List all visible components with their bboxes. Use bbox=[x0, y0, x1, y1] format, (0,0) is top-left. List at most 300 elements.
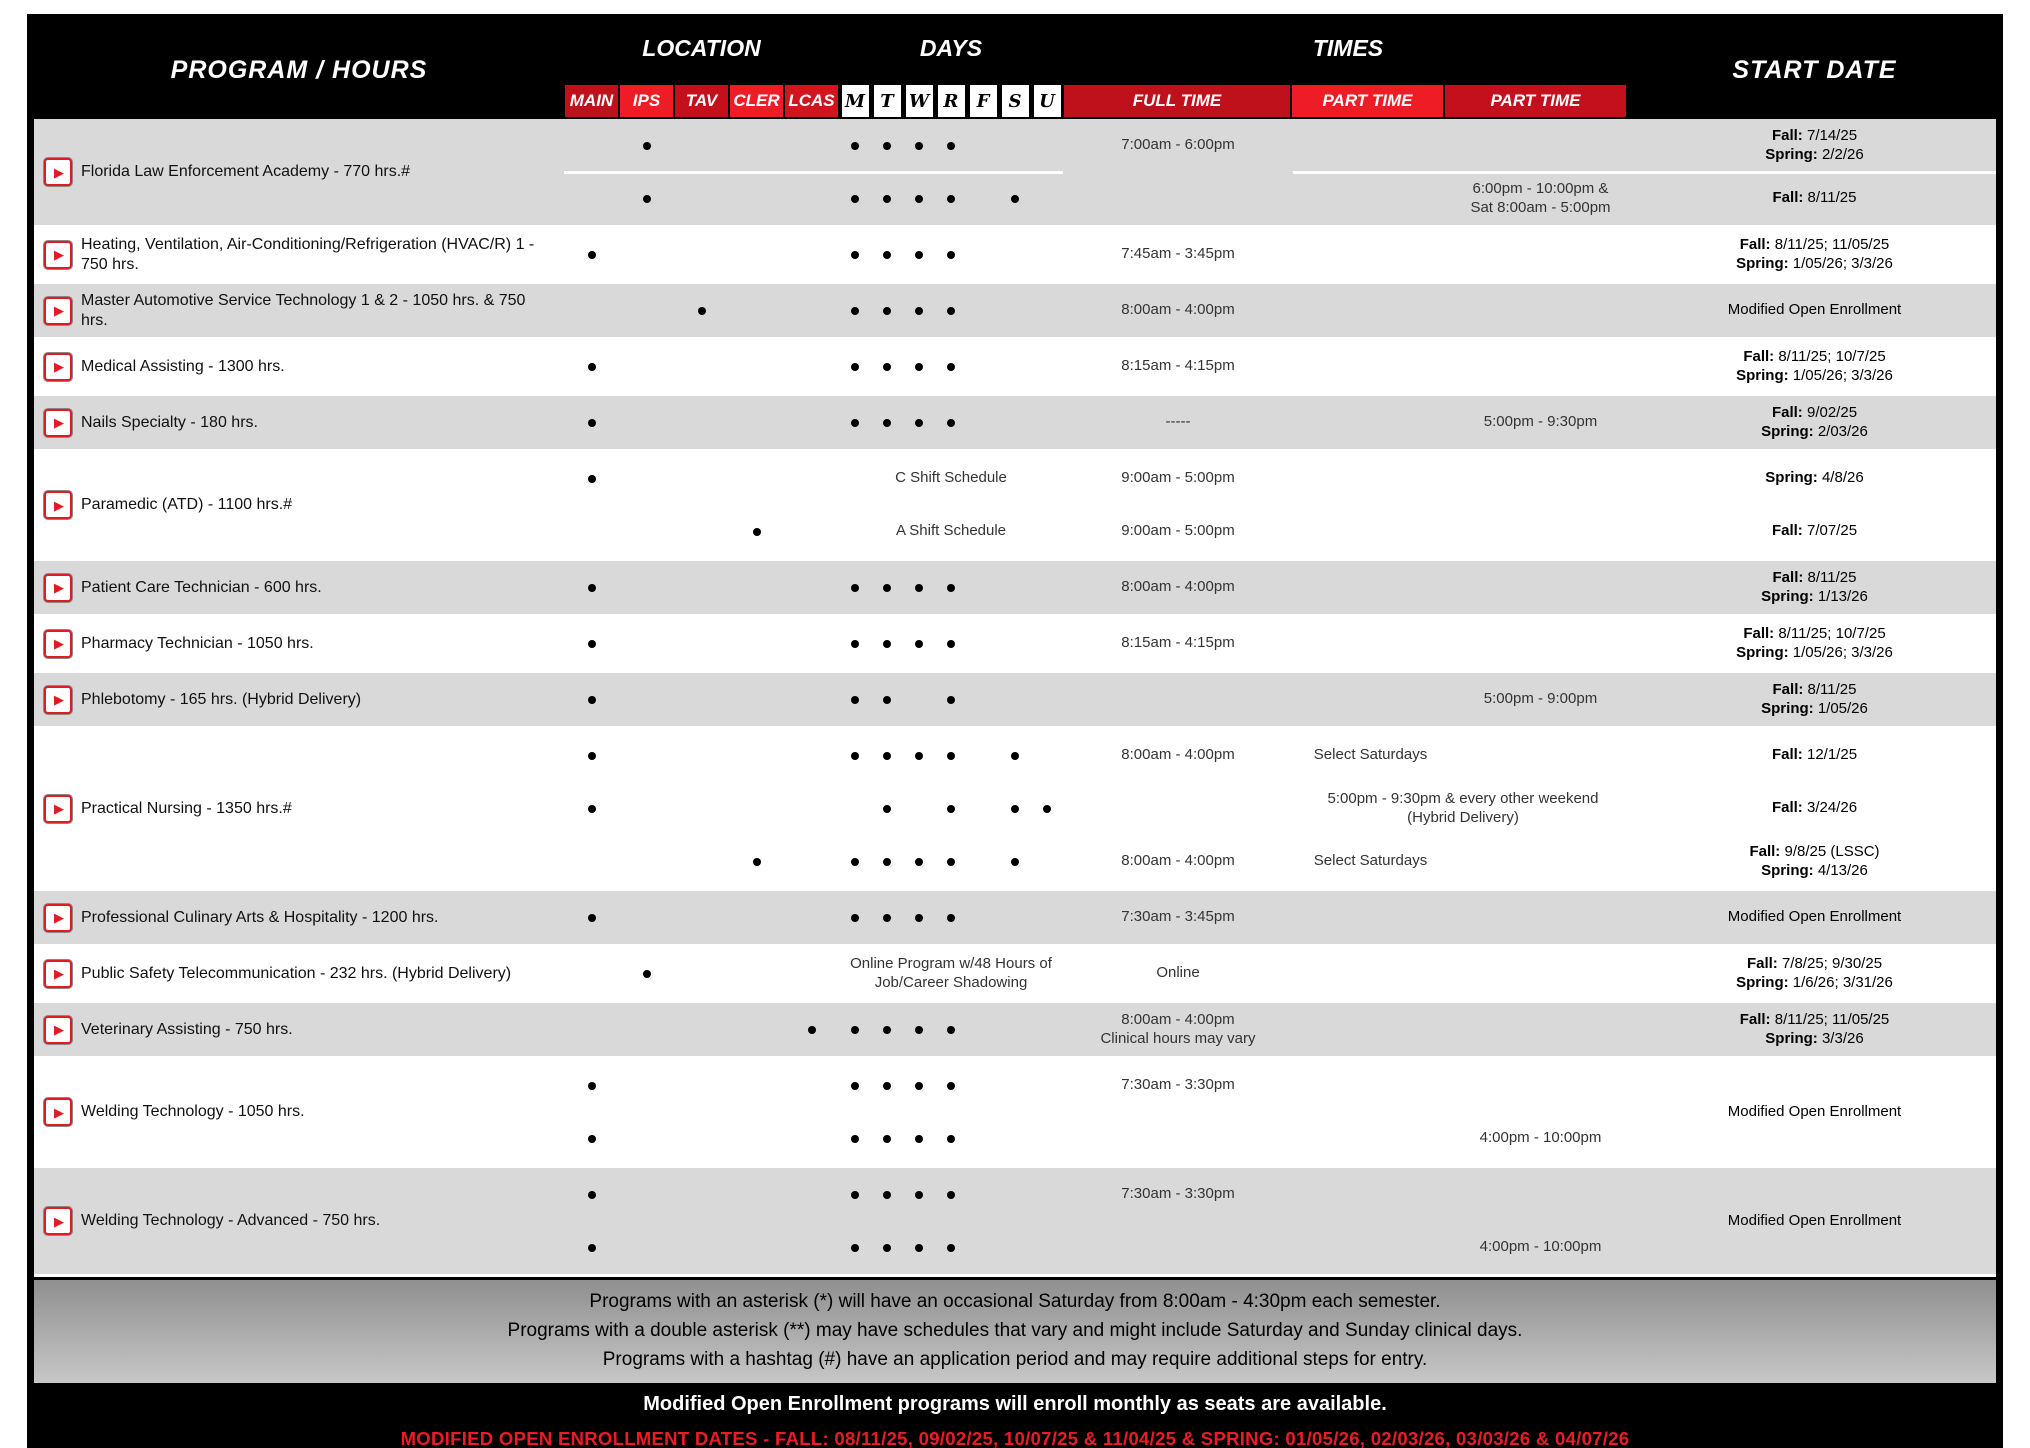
program-name: Practical Nursing - 1350 hrs.# bbox=[81, 799, 292, 817]
start-date-cell bbox=[1633, 617, 1996, 670]
play-icon[interactable] bbox=[44, 1098, 72, 1126]
play-icon[interactable] bbox=[44, 158, 72, 186]
day-subheaders bbox=[839, 83, 1063, 119]
part-time-2-cell: 4:00pm - 10:00pm bbox=[1479, 1129, 1602, 1147]
dot-icon bbox=[851, 195, 859, 203]
start-date-line: Fall: 7/07/25 bbox=[1771, 522, 1858, 540]
dot-icon bbox=[883, 251, 891, 259]
location-dot-main bbox=[564, 1059, 619, 1112]
location-subheaders bbox=[564, 83, 839, 119]
col-header-program-hours: PROGRAM / HOURS bbox=[170, 55, 428, 84]
dot-icon bbox=[883, 1244, 891, 1252]
play-icon[interactable] bbox=[44, 353, 72, 381]
location-dot-lcas bbox=[784, 1003, 839, 1056]
day-dot-t bbox=[871, 228, 903, 281]
day-dot-r bbox=[935, 1221, 967, 1274]
footnotes bbox=[34, 1277, 1996, 1383]
dot-icon bbox=[643, 970, 651, 978]
program-name: Florida Law Enforcement Academy - 770 hrs.# bbox=[81, 163, 411, 180]
full-time-cell: 7:30am - 3:30pm bbox=[1121, 1076, 1235, 1094]
dot-icon bbox=[851, 858, 859, 866]
dot-icon bbox=[947, 363, 955, 371]
day-dot-m bbox=[839, 228, 871, 281]
dot-icon bbox=[883, 363, 891, 371]
day-dot-m bbox=[839, 340, 871, 393]
play-triangle: ▶ bbox=[54, 247, 64, 262]
start-date-line: Fall: 9/02/25 bbox=[1771, 403, 1858, 421]
program-row-group bbox=[34, 947, 1996, 1003]
program-row-group bbox=[34, 284, 1996, 340]
day-dot-m bbox=[839, 284, 871, 337]
dot-icon bbox=[643, 195, 651, 203]
day-dot-t bbox=[871, 1112, 903, 1165]
dot-icon bbox=[883, 1135, 891, 1143]
dot-icon bbox=[1011, 752, 1019, 760]
day-dot-w bbox=[903, 835, 935, 888]
program-row-group bbox=[34, 340, 1996, 396]
dot-icon bbox=[643, 142, 651, 150]
day-dot-w bbox=[903, 617, 935, 670]
dot-icon bbox=[851, 251, 859, 259]
dot-icon bbox=[947, 858, 955, 866]
program-row-group bbox=[34, 452, 1996, 561]
part-time-span-cell: 5:00pm - 9:30pm & every other weekend (Hybrid Delivery) bbox=[1327, 789, 1599, 826]
part-time-1-cell: Select Saturdays bbox=[1313, 852, 1428, 870]
program-row-group bbox=[34, 617, 1996, 673]
location-dot-cler bbox=[729, 505, 784, 558]
program-row-group bbox=[34, 891, 1996, 947]
day-dot-s bbox=[999, 729, 1031, 782]
start-date-line: Fall: 8/11/25; 10/7/25 bbox=[1743, 347, 1886, 365]
location-dot-main bbox=[564, 340, 619, 393]
start-date-line: Spring: 1/05/26; 3/3/26 bbox=[1736, 366, 1893, 384]
day-dot-r bbox=[935, 561, 967, 614]
dot-icon bbox=[883, 1082, 891, 1090]
day-dot-w bbox=[903, 729, 935, 782]
dot-icon bbox=[851, 752, 859, 760]
day-dot-r bbox=[935, 228, 967, 281]
program-name-cell bbox=[34, 561, 564, 614]
start-date-line: Spring: 2/03/26 bbox=[1761, 422, 1868, 440]
start-date-cell bbox=[1633, 1003, 1996, 1056]
dot-icon bbox=[915, 1135, 923, 1143]
program-name: Public Safety Telecommunication - 232 hrs. (Hybrid Delivery) bbox=[81, 964, 512, 982]
location-col-tav: TAV bbox=[675, 85, 728, 117]
day-dot-t bbox=[871, 396, 903, 449]
dot-icon bbox=[915, 363, 923, 371]
day-col-s: S bbox=[1002, 85, 1029, 117]
part-time-2-cell: 5:00pm - 9:00pm bbox=[1483, 690, 1598, 708]
day-dot-t bbox=[871, 561, 903, 614]
play-icon[interactable] bbox=[44, 960, 72, 988]
dot-icon bbox=[883, 1026, 891, 1034]
play-icon[interactable] bbox=[44, 409, 72, 437]
start-date-line: Spring: 2/2/26 bbox=[1765, 145, 1864, 163]
day-dot-r bbox=[935, 1003, 967, 1056]
day-col-r: R bbox=[938, 85, 965, 117]
full-time-cell: 8:00am - 4:00pm Clinical hours may vary bbox=[1100, 1010, 1256, 1047]
day-dot-s bbox=[999, 782, 1031, 835]
full-time-cell: 9:00am - 5:00pm bbox=[1121, 522, 1235, 540]
program-name: Master Automotive Service Technology 1 & 2 - 1050 hrs. & 750 hrs. bbox=[81, 291, 526, 329]
start-date-line: Fall: 9/8/25 (LSSC) bbox=[1749, 842, 1880, 860]
play-triangle: ▶ bbox=[54, 910, 64, 925]
play-icon[interactable] bbox=[44, 491, 72, 519]
program-row-group bbox=[34, 1059, 1996, 1168]
day-dot-r bbox=[935, 729, 967, 782]
program-name-cell bbox=[34, 1168, 564, 1274]
footnote-asterisk: Programs with an asterisk (*) will have an occasional Saturday from 8:00am - 4:30pm each semester. bbox=[589, 1291, 1441, 1312]
start-date-line: Fall: 7/14/25 bbox=[1771, 126, 1858, 144]
day-dot-w bbox=[903, 1059, 935, 1112]
dot-icon bbox=[947, 1082, 955, 1090]
day-dot-w bbox=[903, 1003, 935, 1056]
program-row-group bbox=[34, 119, 1996, 228]
program-name: Patient Care Technician - 600 hrs. bbox=[81, 578, 322, 596]
dot-icon bbox=[883, 419, 891, 427]
start-date-line: Fall: 8/11/25 bbox=[1772, 568, 1857, 586]
start-date-line: Fall: 8/11/25; 10/7/25 bbox=[1743, 624, 1886, 642]
day-dot-t bbox=[871, 1059, 903, 1112]
part-time-2-cell: 6:00pm - 10:00pm & Sat 8:00am - 5:00pm bbox=[1470, 179, 1611, 216]
play-triangle: ▶ bbox=[54, 801, 64, 816]
day-dot-w bbox=[903, 561, 935, 614]
start-date-line: Modified Open Enrollment bbox=[1727, 1211, 1902, 1229]
day-dot-r bbox=[935, 1112, 967, 1165]
day-dot-w bbox=[903, 284, 935, 337]
location-col-ips: IPS bbox=[620, 85, 673, 117]
dot-icon bbox=[851, 640, 859, 648]
location-dot-ips bbox=[619, 172, 674, 225]
part-time-1-cell: Select Saturdays bbox=[1313, 746, 1428, 764]
dot-icon bbox=[947, 1244, 955, 1252]
day-dot-t bbox=[871, 340, 903, 393]
full-time-cell: 8:00am - 4:00pm bbox=[1121, 746, 1235, 764]
dot-icon bbox=[947, 1191, 955, 1199]
dot-icon bbox=[915, 584, 923, 592]
full-time-cell: 7:30am - 3:45pm bbox=[1121, 908, 1235, 926]
location-dot-ips bbox=[619, 947, 674, 1000]
col-header-days: DAYS M T W R F S U bbox=[839, 21, 1063, 119]
day-col-w: W bbox=[906, 85, 933, 117]
full-time-cell: Online bbox=[1156, 964, 1200, 982]
day-dot-t bbox=[871, 284, 903, 337]
days-note: A Shift Schedule bbox=[895, 522, 1007, 540]
location-dot-main bbox=[564, 617, 619, 670]
dot-icon bbox=[851, 1191, 859, 1199]
time-col-part-time-1: PART TIME bbox=[1292, 85, 1443, 117]
start-date-line: Modified Open Enrollment bbox=[1727, 1102, 1902, 1120]
program-name: Pharmacy Technician - 1050 hrs. bbox=[81, 634, 314, 652]
subrow-divider bbox=[564, 171, 1063, 174]
dot-icon bbox=[947, 1135, 955, 1143]
dot-icon bbox=[588, 475, 596, 483]
full-time-cell: 7:30am - 3:30pm bbox=[1121, 1185, 1235, 1203]
play-triangle: ▶ bbox=[54, 1213, 64, 1229]
start-date-cell bbox=[1633, 891, 1996, 944]
location-dot-main bbox=[564, 561, 619, 614]
start-date-cell bbox=[1633, 228, 1996, 281]
dot-icon bbox=[947, 419, 955, 427]
dot-icon bbox=[1011, 858, 1019, 866]
start-date-cell bbox=[1633, 729, 1996, 782]
time-subheaders bbox=[1063, 83, 1633, 119]
start-date-line: Spring: 1/6/26; 3/31/26 bbox=[1736, 973, 1893, 991]
play-icon[interactable] bbox=[44, 297, 72, 325]
day-dot-w bbox=[903, 891, 935, 944]
dot-icon bbox=[588, 805, 596, 813]
day-dot-w bbox=[903, 228, 935, 281]
full-time-cell: 8:15am - 4:15pm bbox=[1121, 634, 1235, 652]
dot-icon bbox=[915, 752, 923, 760]
day-dot-r bbox=[935, 172, 967, 225]
start-date-cell bbox=[1633, 947, 1996, 1000]
day-dot-m bbox=[839, 1112, 871, 1165]
full-time-cell: 8:00am - 4:00pm bbox=[1121, 578, 1235, 596]
program-name: Veterinary Assisting - 750 hrs. bbox=[81, 1020, 293, 1038]
start-date-cell bbox=[1633, 835, 1996, 888]
location-dot-main bbox=[564, 1168, 619, 1221]
program-name-cell bbox=[34, 452, 564, 558]
full-time-cell: 7:00am - 6:00pm bbox=[1121, 136, 1235, 154]
dot-icon bbox=[851, 1244, 859, 1252]
play-icon[interactable] bbox=[44, 795, 72, 823]
program-name-cell bbox=[34, 729, 564, 888]
dot-icon bbox=[883, 805, 891, 813]
day-dot-t bbox=[871, 1168, 903, 1221]
dot-icon bbox=[915, 419, 923, 427]
full-time-cell: ----- bbox=[1165, 413, 1191, 431]
day-dot-m bbox=[839, 561, 871, 614]
day-col-f: F bbox=[970, 85, 997, 117]
dot-icon bbox=[851, 696, 859, 704]
dot-icon bbox=[915, 1082, 923, 1090]
day-dot-m bbox=[839, 1168, 871, 1221]
program-name-cell bbox=[34, 673, 564, 726]
program-row-group bbox=[34, 1168, 1996, 1277]
dot-icon bbox=[851, 419, 859, 427]
location-dot-main bbox=[564, 782, 619, 835]
play-icon[interactable] bbox=[44, 686, 72, 714]
start-date-cell bbox=[1633, 340, 1996, 393]
program-row-group bbox=[34, 729, 1996, 891]
day-col-m: M bbox=[842, 85, 869, 117]
part-time-2-cell: 5:00pm - 9:30pm bbox=[1483, 413, 1598, 431]
program-name: Professional Culinary Arts & Hospitality - 1200 hrs. bbox=[81, 908, 439, 926]
program-name-cell bbox=[34, 228, 564, 281]
dot-icon bbox=[915, 142, 923, 150]
dot-icon bbox=[588, 251, 596, 259]
play-icon[interactable] bbox=[44, 630, 72, 658]
start-date-cell bbox=[1633, 673, 1996, 726]
footnote-hashtag: Programs with a hashtag (#) have an application period and may require additional steps for entry. bbox=[602, 1349, 1428, 1370]
program-row-group bbox=[34, 673, 1996, 729]
start-date-cell bbox=[1633, 782, 1996, 835]
play-icon[interactable] bbox=[44, 574, 72, 602]
start-date-line: Spring: 1/05/26; 3/3/26 bbox=[1736, 643, 1893, 661]
dot-icon bbox=[883, 752, 891, 760]
dot-icon bbox=[883, 696, 891, 704]
day-dot-r bbox=[935, 891, 967, 944]
program-name: Heating, Ventilation, Air-Conditioning/Refrigeration (HVAC/R) 1 - 750 hrs. bbox=[81, 235, 535, 273]
start-date-line: Fall: 3/24/26 bbox=[1771, 799, 1858, 817]
dot-icon bbox=[588, 584, 596, 592]
day-dot-w bbox=[903, 172, 935, 225]
start-date-cell bbox=[1633, 452, 1996, 505]
location-dot-main bbox=[564, 1221, 619, 1274]
day-dot-r bbox=[935, 284, 967, 337]
dot-icon bbox=[883, 1191, 891, 1199]
day-dot-m bbox=[839, 891, 871, 944]
dot-icon bbox=[588, 1082, 596, 1090]
footnote-double-asterisk: Programs with a double asterisk (**) may have schedules that vary and might include Saturday and Sunday clinical days. bbox=[507, 1320, 1523, 1341]
start-date-cell bbox=[1633, 505, 1996, 558]
col-header-start-date: START DATE bbox=[1732, 55, 1897, 84]
dot-icon bbox=[915, 251, 923, 259]
dot-icon bbox=[588, 363, 596, 371]
day-dot-t bbox=[871, 1003, 903, 1056]
dot-icon bbox=[947, 914, 955, 922]
dot-icon bbox=[851, 363, 859, 371]
program-name-cell bbox=[34, 284, 564, 337]
start-date-line: Modified Open Enrollment bbox=[1727, 301, 1902, 319]
dot-icon bbox=[947, 696, 955, 704]
start-date-line: Fall: 7/8/25; 9/30/25 bbox=[1746, 954, 1883, 972]
day-dot-r bbox=[935, 119, 967, 172]
day-dot-t bbox=[871, 729, 903, 782]
full-time-cell: 9:00am - 5:00pm bbox=[1121, 469, 1235, 487]
day-dot-t bbox=[871, 673, 903, 726]
col-header-times: TIMES FULL TIME PART TIME PART TIME bbox=[1063, 21, 1633, 119]
day-dot-m bbox=[839, 729, 871, 782]
day-dot-t bbox=[871, 119, 903, 172]
dot-icon bbox=[883, 584, 891, 592]
day-col-u: U bbox=[1034, 85, 1061, 117]
dot-icon bbox=[851, 1026, 859, 1034]
day-dot-m bbox=[839, 617, 871, 670]
play-triangle: ▶ bbox=[54, 164, 64, 180]
subrow-divider bbox=[1293, 171, 1996, 174]
start-date-line: Spring: 4/13/26 bbox=[1761, 861, 1868, 879]
day-dot-r bbox=[935, 340, 967, 393]
location-dot-tav bbox=[674, 284, 729, 337]
program-name: Paramedic (ATD) - 1100 hrs.# bbox=[81, 496, 293, 513]
start-date-line: Fall: 8/11/25 bbox=[1772, 680, 1857, 698]
table-header bbox=[34, 21, 1996, 119]
enrollment-dates: MODIFIED OPEN ENROLLMENT DATES - FALL: 08/11/25, 09/02/25, 10/07/25 & 11/04/25 & SPRING: 01/05/26, 02/03/26, 03/03/26 & 04/07/26 bbox=[400, 1428, 1630, 1448]
dot-icon bbox=[588, 419, 596, 427]
program-name-cell bbox=[34, 119, 564, 225]
dot-icon bbox=[753, 528, 761, 536]
play-triangle: ▶ bbox=[54, 580, 64, 595]
play-triangle: ▶ bbox=[54, 636, 64, 651]
dot-icon bbox=[947, 805, 955, 813]
dot-icon bbox=[915, 307, 923, 315]
location-col-lcas: LCAS bbox=[785, 85, 838, 117]
dot-icon bbox=[915, 858, 923, 866]
schedule-table bbox=[27, 14, 2003, 1448]
start-date-line: Spring: 1/05/26; 3/3/26 bbox=[1736, 254, 1893, 272]
day-dot-t bbox=[871, 617, 903, 670]
day-dot-s bbox=[999, 172, 1031, 225]
location-dot-cler bbox=[729, 835, 784, 888]
program-row-group bbox=[34, 1003, 1996, 1059]
dot-icon bbox=[915, 1244, 923, 1252]
dot-icon bbox=[1043, 805, 1051, 813]
day-dot-t bbox=[871, 891, 903, 944]
play-icon[interactable] bbox=[44, 241, 72, 269]
play-icon[interactable] bbox=[44, 904, 72, 932]
dot-icon bbox=[947, 142, 955, 150]
play-icon[interactable] bbox=[44, 1207, 72, 1235]
start-date-cell bbox=[1633, 284, 1996, 337]
day-dot-t bbox=[871, 782, 903, 835]
day-dot-m bbox=[839, 396, 871, 449]
day-dot-w bbox=[903, 119, 935, 172]
program-name-cell bbox=[34, 340, 564, 393]
day-dot-m bbox=[839, 1059, 871, 1112]
dot-icon bbox=[947, 584, 955, 592]
day-dot-w bbox=[903, 1221, 935, 1274]
part-time-2-cell: 4:00pm - 10:00pm bbox=[1479, 1238, 1602, 1256]
dot-icon bbox=[947, 752, 955, 760]
start-date-cell bbox=[1633, 1059, 1996, 1165]
location-dot-main bbox=[564, 1112, 619, 1165]
location-dot-main bbox=[564, 452, 619, 505]
play-triangle: ▶ bbox=[54, 1022, 64, 1037]
program-name-cell bbox=[34, 1059, 564, 1165]
dot-icon bbox=[947, 195, 955, 203]
full-time-cell: 8:00am - 4:00pm bbox=[1121, 301, 1235, 319]
dot-icon bbox=[588, 640, 596, 648]
location-dot-main bbox=[564, 673, 619, 726]
start-date-cell bbox=[1633, 119, 1996, 172]
full-time-cell: 8:00am - 4:00pm bbox=[1121, 852, 1235, 870]
start-date-cell bbox=[1633, 1168, 1996, 1274]
dot-icon bbox=[915, 1026, 923, 1034]
dot-icon bbox=[851, 584, 859, 592]
dot-icon bbox=[947, 1026, 955, 1034]
dot-icon bbox=[883, 195, 891, 203]
dot-icon bbox=[915, 195, 923, 203]
dot-icon bbox=[588, 1135, 596, 1143]
program-name-cell bbox=[34, 891, 564, 944]
play-icon[interactable] bbox=[44, 1016, 72, 1044]
start-date-line: Fall: 12/1/25 bbox=[1771, 746, 1858, 764]
dot-icon bbox=[915, 640, 923, 648]
dot-icon bbox=[851, 142, 859, 150]
day-dot-m bbox=[839, 673, 871, 726]
program-row-group bbox=[34, 396, 1996, 452]
day-dot-r bbox=[935, 1168, 967, 1221]
time-col-full-time: FULL TIME bbox=[1064, 85, 1290, 117]
day-dot-w bbox=[903, 1168, 935, 1221]
program-name-cell bbox=[34, 1003, 564, 1056]
dot-icon bbox=[753, 858, 761, 866]
dot-icon bbox=[588, 752, 596, 760]
dot-icon bbox=[1011, 195, 1019, 203]
location-col-main: MAIN bbox=[565, 85, 618, 117]
table-body bbox=[34, 119, 1996, 1277]
day-dot-m bbox=[839, 835, 871, 888]
enrollment-note: Modified Open Enrollment programs will enroll monthly as seats are available. bbox=[643, 1393, 1387, 1415]
program-name: Phlebotomy - 165 hrs. (Hybrid Delivery) bbox=[81, 690, 362, 708]
play-triangle: ▶ bbox=[54, 966, 64, 981]
dot-icon bbox=[588, 914, 596, 922]
location-dot-main bbox=[564, 396, 619, 449]
start-date-line: Spring: 1/05/26 bbox=[1761, 699, 1868, 717]
dot-icon bbox=[851, 307, 859, 315]
